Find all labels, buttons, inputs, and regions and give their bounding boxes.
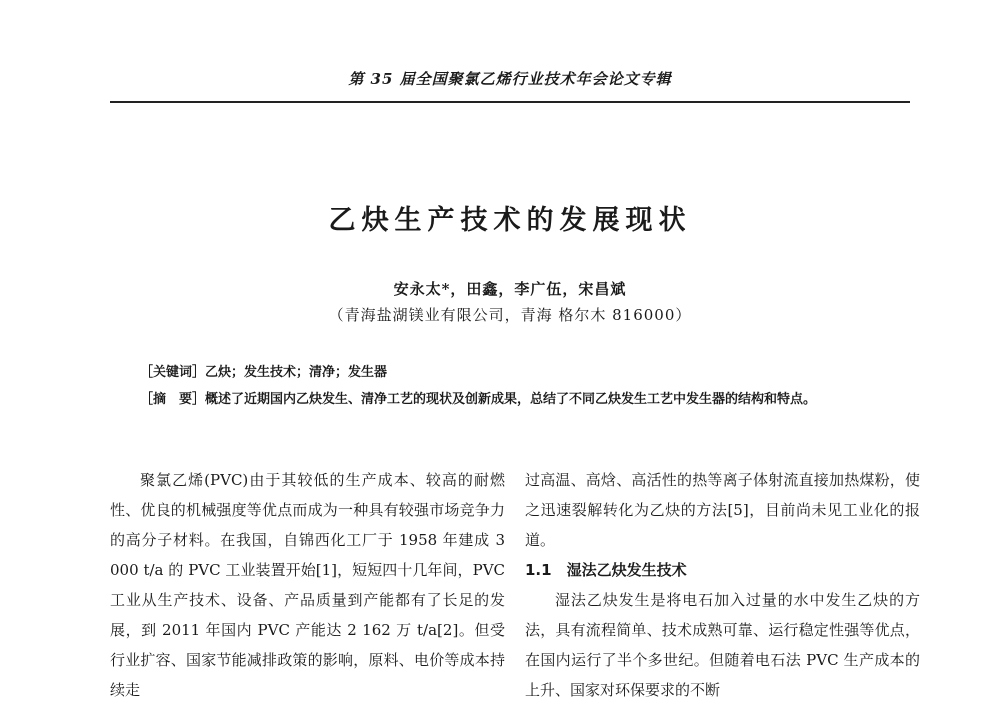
header-rule [110,101,910,103]
abstract-text: 概述了近期国内乙炔发生、清净工艺的现状及创新成果，总结了不同乙炔发生工艺中发生器的结构和特点。 [205,392,817,407]
body-column-right [525,465,920,705]
body-paragraph: 湿法乙炔发生是将电石加入过量的水中发生乙炔的方法，具有流程简单、技术成熟可靠、运行稳定性强等优点，在国内运行了半个多世纪。但随着电石法 PVC 生产成本的上升、国家对环保要求的不断 [525,591,920,699]
keywords-label: ［关键词］ [140,365,206,380]
authors: 安永太*，田鑫，李广伍，宋昌斌 [393,280,627,298]
body-paragraph: 过高温、高焓、高活性的热等离子体射流直接加热煤粉，使之迅速裂解转化为乙炔的方法[5]，目前尚未见工业化的报道。 [525,471,920,549]
body-paragraph: 聚氯乙烯(PVC)由于其较低的生产成本、较高的耐燃性、优良的机械强度等优点而成为一种具有较强市场竞争力的高分子材料。在我国，自锦西化工厂于 1958 年建成 3 000 t/a 的 PVC 工业装置开始[1]，短短四十几年间，PVC 工业从生产技术、设备、产品质量到产能都有了长足的发展，到 2011 年国内 PVC 产能达 2 162 万 t/a[2]。但受行业扩容、国家节能减排政策的影响，原料、电价等成本持续走 [110,471,505,699]
keywords [140,361,900,380]
section-heading: 1.1 湿法乙炔发生技术 [525,561,687,579]
abstract-label: ［摘 要］ [140,392,206,407]
keywords-text: 乙炔；发生技术；清净；发生器 [205,365,388,380]
abstract [110,387,900,412]
paper-title: 乙炔生产技术的发展现状 [328,205,692,236]
running-header: 第 35 届全国聚氯乙烯行业技术年会论文专辑 [348,70,672,88]
affiliation: （青海盐湖镁业有限公司，青海 格尔木 816000） [328,306,692,324]
body-column-left [110,465,505,705]
